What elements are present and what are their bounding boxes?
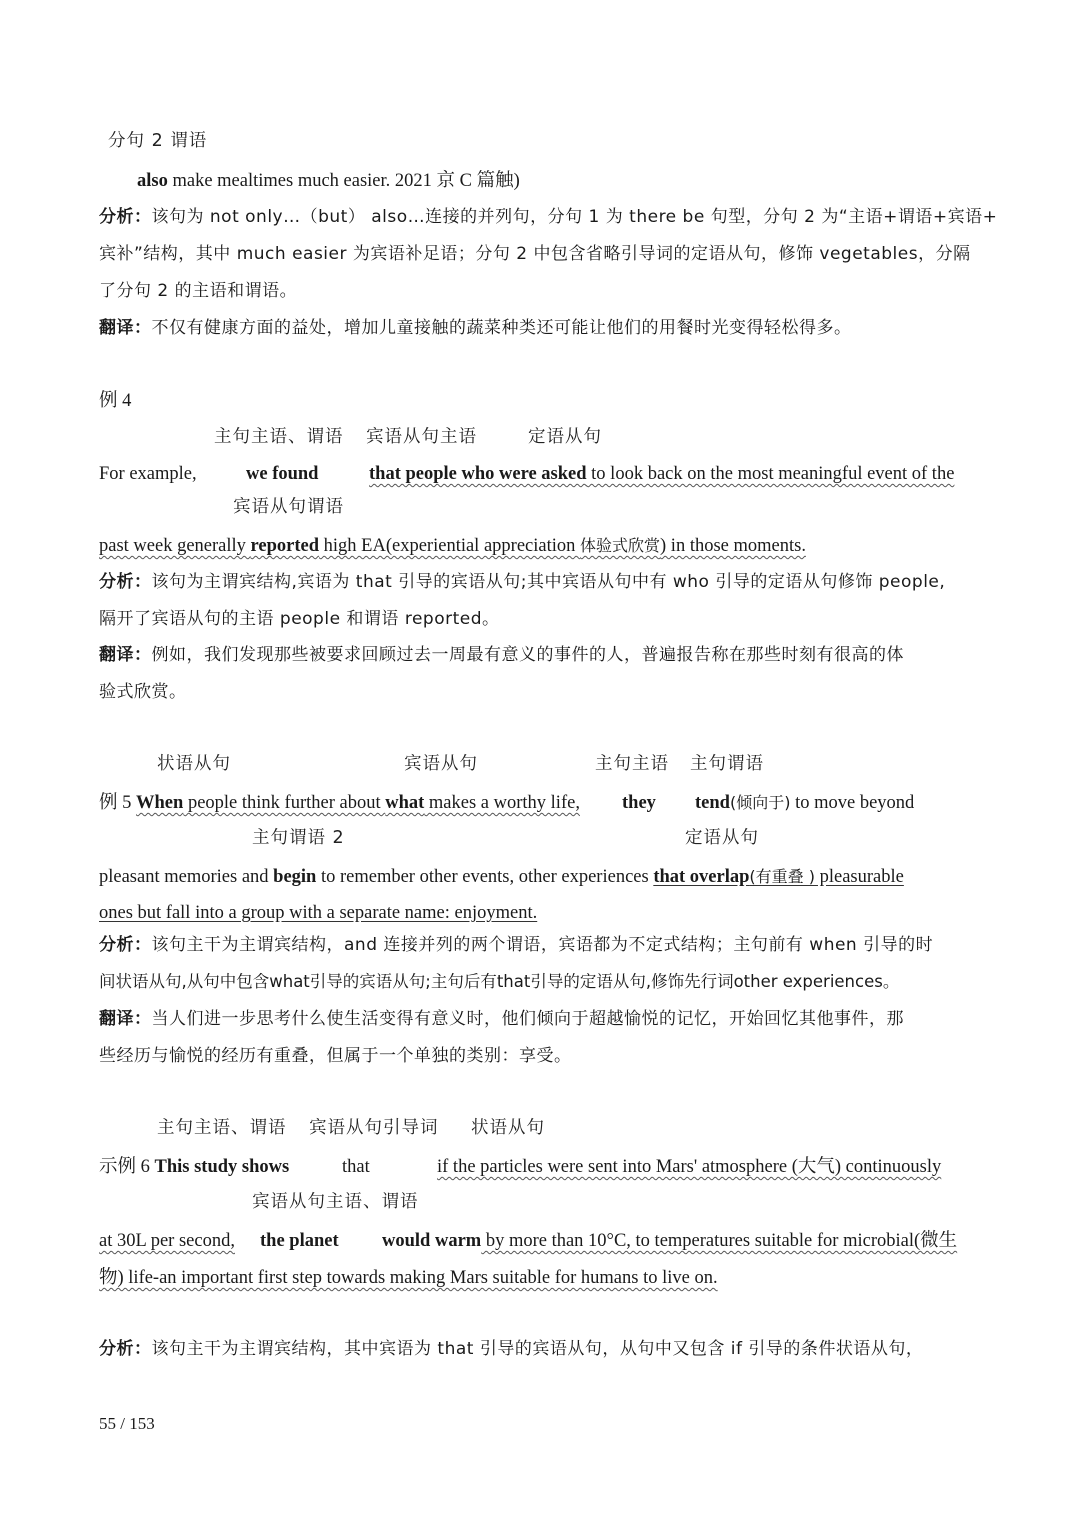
analysis-line: 了分句 2 的主语和谓语。 [99,281,298,301]
analysis-line: 隔开了宾语从句的主语 people 和谓语 reported。 [99,609,500,629]
underlined-clause: by more than 10°C, to temperatures suitable for microbial(微生 [481,1231,958,1251]
analysis-line [99,207,997,227]
bold-word: begin [273,867,317,887]
bold-phrase: would warm [382,1231,482,1251]
underlined-clause: at 30L per second, [99,1231,235,1251]
annotation: 宾语从句主语、谓语 [252,1192,419,1212]
sentence-text: to remember other events, other experiences [316,867,654,887]
sentence-text: pleasurable [814,867,904,887]
annotation: 状语从句 [157,754,231,774]
bold-phrase: we found [246,464,319,484]
sentence-line [99,902,537,924]
sentence-text: to look back on the most meaningful event of the [586,464,955,484]
sentence-line [99,1230,235,1252]
annotation: 宾语从句主语 [366,427,477,447]
annotation: 宾语从句引导词 [309,1118,439,1138]
translation-line [99,318,852,338]
underlined-clause [653,867,904,887]
translation-line: 些经历与愉悦的经历有重叠，但属于一个单独的类别：享受。 [99,1046,572,1066]
underlined-clause [136,793,580,813]
sentence-line [99,1156,289,1178]
analysis-text: 该句主干为主谓宾结构，其中宾语为 that 引导的宾语从句，从句中又包含 if 引导的条件状语从句， [151,1339,924,1359]
sentence-text: people think further about [183,793,386,813]
example-label: 例 5 [99,793,137,813]
analysis-label: 分析： [99,1339,152,1359]
analysis-text: 该句主干为主谓宾结构，and 连接并列的两个谓语，宾语都为不定式结构；主句前有 when 引导的时 [151,935,934,955]
underlined-clause: ones but fall into a group with a separate name: enjoyment. [99,903,538,923]
chinese-gloss: (倾向于) [729,793,791,812]
translation-line [99,645,904,665]
translation-text: 不仅有健康方面的益处，增加儿童接触的蔬菜种类还可能让他们的用餐时光变得轻松得多。 [151,318,852,338]
bold-phrase: that people who were asked [369,464,587,484]
bold-word: tend [695,793,730,813]
sentence-text: pleasant memories and [99,867,274,887]
translation-text: 当人们进一步思考什么使生活变得有意义时，他们倾向于超越愉悦的记忆，开始回忆其他事件，那 [151,1009,904,1029]
translation-text: 例如，我们发现那些被要求回顾过去一周最有意义的事件的人，普遍报告称在那些时刻有很高的体 [151,645,904,665]
annotation: 定语从句 [528,427,602,447]
example-heading: 例 4 [99,391,132,411]
bold-phrase: the planet [260,1231,339,1251]
underlined-clause [99,536,806,556]
translation-line [99,1009,904,1029]
analysis-text: 该句为主谓宾结构,宾语为 that 引导的宾语从句;其中宾语从句中有 who 引导的定语从句修饰 people, [151,572,946,592]
annotation: 状语从句 [471,1118,545,1138]
translation-label: 翻译： [99,1009,152,1029]
sentence-line [695,792,914,814]
analysis-line: 间状语从句,从句中包含what引导的宾语从句;主句后有that引导的定语从句,修饰先行词other experiences。 [99,972,900,991]
bold-word: When [136,793,184,813]
page-number: 55 / 153 [99,1414,155,1433]
analysis-text: 该句为 not only…（but） also…连接的并列句，分句 1 为 there be 句型，分句 2 为“主语+谓语+宾语+ [151,207,998,227]
analysis-line [99,572,945,592]
sentence-text: make mealtimes much easier. 2021 京 C 篇触) [167,171,520,191]
sentence-line [622,792,656,814]
sentence-line [137,170,520,192]
analysis-line [99,1339,923,1359]
sentence-line [99,1267,718,1289]
bold-word: they [622,793,656,813]
sentence-line [99,866,904,888]
sentence-text: to move beyond [790,793,915,813]
chinese-gloss: (有重叠 ) [749,867,815,886]
bold-phrase: This study shows [154,1157,290,1177]
bold-phrase: that overlap [653,867,750,887]
translation-label: 翻译： [99,318,152,338]
annotation: 宾语从句 [404,754,478,774]
annotation: 定语从句 [685,828,759,848]
sentence-line [99,792,580,814]
sentence-text: past week generally [99,536,251,556]
sentence-line [99,535,806,557]
sentence-line [260,1230,339,1252]
analysis-label: 分析： [99,572,152,592]
translation-label: 翻译： [99,645,152,665]
annotation: 主句主语、谓语 [214,427,344,447]
example-label: 示例 6 [99,1157,155,1177]
analysis-label: 分析： [99,207,152,227]
annotation: 主句谓语 [690,754,764,774]
annotation: 宾语从句谓语 [233,497,344,517]
underlined-clause: if the particles were sent into Mars' atmosphere (大气) continuously [437,1157,942,1177]
analysis-line: 宾补”结构，其中 much easier 为宾语补足语；分句 2 中包含省略引导词的定语从句，修饰 vegetables，分隔 [99,244,971,264]
sentence-text: makes a worthy life, [424,793,580,813]
chinese-gloss: 体验式欣赏 [580,536,661,555]
bold-word: reported [250,536,320,556]
underlined-clause [369,464,954,484]
analysis-line [99,935,933,955]
sentence-line: For example, [99,464,197,484]
sentence-line [382,1230,957,1252]
annotation: 主句谓语 2 [252,828,345,848]
sentence-line [437,1156,941,1178]
annotation: 主句主语 [595,754,669,774]
annotation: 主句主语、谓语 [157,1118,287,1138]
bold-word: also [137,171,168,191]
translation-line: 验式欣赏。 [99,682,187,702]
sentence-line: that [342,1157,370,1177]
underlined-clause: 物) life-an important first step towards making Mars suitable for humans to live on. [99,1268,718,1288]
sentence-line [369,463,954,485]
sentence-text: high EA(experiential appreciation [319,536,580,556]
bold-word: what [385,793,425,813]
analysis-label: 分析： [99,935,152,955]
sentence-text: ) in those moments. [660,536,806,556]
annotation-clause2-predicate: 分句 2 谓语 [108,131,208,151]
sentence-line [246,463,318,485]
